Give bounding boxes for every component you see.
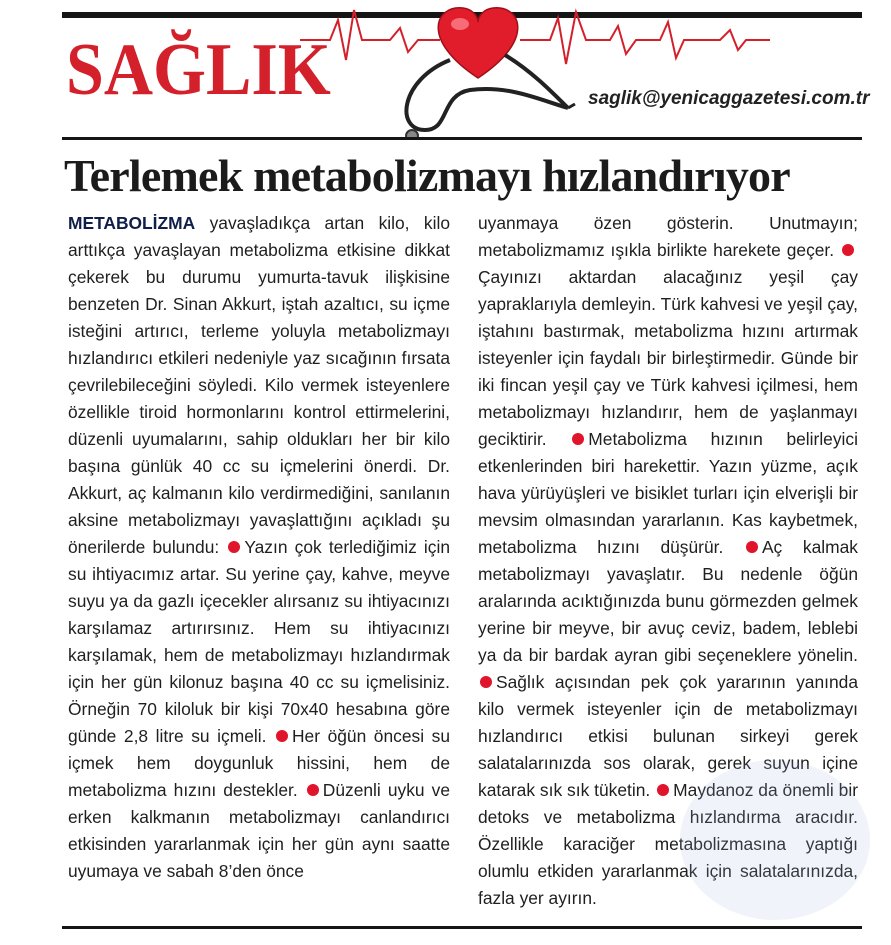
heart-icon bbox=[438, 8, 518, 78]
lead-word: METABOLİZMA bbox=[68, 213, 196, 233]
article-column-left bbox=[68, 210, 450, 885]
bullet-icon bbox=[657, 784, 669, 796]
bullet-icon bbox=[842, 244, 854, 256]
ecg-line bbox=[300, 10, 440, 60]
ecg-line-right bbox=[520, 12, 770, 64]
bullet-icon bbox=[480, 676, 492, 688]
tip-vinegar: Sağlık açısından pek çok yararının yanında kilo vermek isteyenler için de metabolizmayı hızlandırıcı etkisi bulunan sirkeyi gerek salatalarınızda sos olarak, gerek suyun içine katarak sık sık tüketin. bbox=[478, 672, 858, 800]
bullet-icon bbox=[276, 730, 288, 742]
section-title: SAĞLIK bbox=[66, 29, 331, 111]
tip-movement: Metabolizma hızının belirleyici etkenlerinden biri harekettir. Yazın yüzme, açık hava yürüyüşleri ve bisiklet turları için elverişli bir mevsim olmasından yararlanın. Kas kaybetmek, metabolizma hızını düşürür. bbox=[478, 429, 858, 557]
tip-sleep-part2: uyanmaya özen gösterin. Unutmayın; metabolizmamız ışıkla birlikte harekete geçer. bbox=[478, 213, 858, 260]
bullet-icon bbox=[307, 784, 319, 796]
contact-email: saglik@yenicaggazetesi.com.tr bbox=[588, 88, 870, 109]
tip-sleep-part1: Düzenli uyku ve erken kalkmanın metabolizmayı canlandırıcı etkisinden yararlanmak için her gün aynı saatte uyumaya ve sabah 8’den önce bbox=[68, 780, 450, 881]
tip-parsley: Maydanoz da önemli bir detoks ve metabolizma hızlandırma aracıdır. Özellikle karaciğer metabolizmasına yaptığı olumlu etkiden yararlanmak için salatalarınızda, fazla yer ayırın. bbox=[478, 780, 858, 908]
tip-hunger: Aç kalmak metabolizmayı yavaşlatır. Bu nedenle öğün aralarında acıktığınızda bunu görmezden gelmek yerine bir meyve, bir avuç ceviz, badem, leblebi ya da bir bardak ayran gibi seçeneklere yönelin. bbox=[478, 537, 858, 665]
heart-stethoscope-icon bbox=[300, 0, 770, 140]
intro-paragraph: yavaşladıkça artan kilo, kilo arttıkça yavaşlayan metabolizma etkisine dikkat çekerek bu durumu yumurta-tavuk ilişkisine benzeten Dr. Sinan Akkurt, iştah azaltıcı, su içme isteğini artırıcı, terleme yoluyla metabolizmayı hızlandırıcı etkileri nedeniyle yaz sıcağının fırsata çevrilebileceğini söyledi. Kilo vermek isteyenlere özellikle tiroid hormonlarını kontrol ettirmelerini, düzenli uyumalarını, sahip oldukları her bir kilo başına günlük 40 cc su içmelerini önerdi. Dr. Akkurt, aç kalmanın kilo verdirmediğini, sanılanın aksine metabolizmayı yavaşlattığını açıkladı şu önerilerde bulundu: bbox=[68, 213, 450, 557]
bullet-icon bbox=[572, 433, 584, 445]
bullet-icon bbox=[746, 541, 758, 553]
header-rule bbox=[62, 137, 862, 140]
tip-green-tea: Çayınızı aktardan alacağınız yeşil çay yapraklarıyla demleyin. Türk kahvesi ve yeşil çay, iştahını bastırmak, metabolizma hızını artırmak isteyenler için faydalı bir birleştirmedir. Günde bir iki fincan yeşil çay ve Türk kahvesi içilmesi, hem metabolizmayı hızlandırır, hem de yaşlanmayı geciktirir. bbox=[478, 267, 858, 449]
tip-water: Yazın çok terlediğimiz için su ihtiyacımız artar. Su yerine çay, kahve, meyve suyu ya da gazlı içecekler alırsanız su ihtiyacınızı karşılamaz artırırsınız. Hem su ihtiyacınızı karşılamak, hem de metabolizmayı hızlandırmak için her gün kilonuz başına 40 cc su içmelisiniz. Örneğin 70 kiloluk bir kişi 70x40 hesabına göre günde 2,8 litre su içmeli. bbox=[68, 537, 450, 746]
bottom-rule bbox=[62, 926, 862, 929]
watermark-logo bbox=[680, 760, 870, 920]
tip-before-meal: Her öğün öncesi su içmek hem doygunluk hissini, hem de metabolizma hızını destekler. bbox=[68, 726, 450, 800]
article-headline: Terlemek metabolizmayı hızlandırıyor bbox=[64, 150, 790, 201]
bullet-icon bbox=[228, 541, 240, 553]
